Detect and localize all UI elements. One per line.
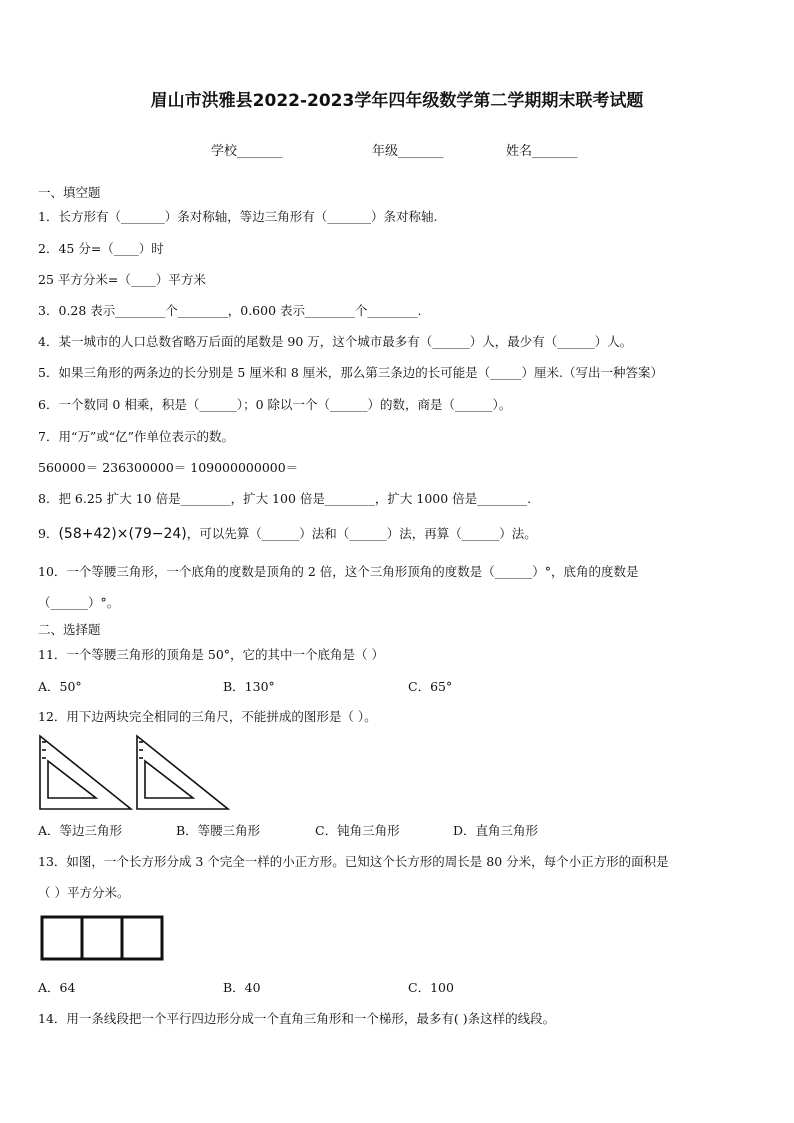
- question-6: 6．一个数同 0 相乘，积是（______）；0 除以一个（______）的数，商是（______）。: [38, 397, 512, 412]
- set-square-left: [40, 736, 131, 809]
- question-9-expression: (58+42)×(79−24): [58, 526, 187, 542]
- question-13b: （ ）平方分米。: [38, 885, 130, 900]
- school-field: 学校_______: [211, 144, 283, 159]
- question-4: 4．某一城市的人口总数省略万后面的尾数是 90 万，这个城市最多有（______）人，最少有（______）人。: [38, 334, 633, 349]
- q12-option-a: A．等边三角形: [38, 823, 123, 838]
- question-7: 7．用“万”或“亿”作单位表示的数。: [38, 429, 235, 444]
- name-field: 姓名_______: [506, 144, 578, 159]
- q13-option-c: C．100: [408, 980, 454, 995]
- section-fill-blank: 一、填空题: [38, 185, 101, 200]
- question-5: 5．如果三角形的两条边的长分别是 5 厘米和 8 厘米，那么第三条边的长可能是（_____）厘米.（写出一种答案）: [38, 365, 663, 380]
- question-2a: 2．45 分=（____）时: [38, 241, 164, 256]
- page-title: 眉山市洪雅县2022-2023学年四年级数学第二学期期末联考试题: [150, 91, 644, 111]
- set-square-right: [137, 736, 228, 809]
- question-9-number: 9．: [38, 526, 59, 541]
- q11-option-b: B．130°: [223, 679, 275, 694]
- q12-option-c: C．钝角三角形: [315, 823, 400, 838]
- question-3: 3．0.28 表示________个________，0.600 表示________个________.: [38, 303, 422, 318]
- question-1: 1．长方形有（_______）条对称轴，等边三角形有（_______）条对称轴.: [38, 209, 438, 224]
- q13-option-b: B．40: [223, 980, 261, 995]
- set-square-figure: [38, 734, 238, 812]
- question-10a: 10．一个等腰三角形，一个底角的度数是顶角的 2 倍，这个三角形顶角的度数是（______）°，底角的度数是: [38, 564, 639, 579]
- question-12: 12．用下边两块完全相同的三角尺，不能拼成的图形是（ ）。: [38, 709, 377, 724]
- grade-field: 年级_______: [372, 144, 444, 159]
- question-2b: 25 平方分米=（____）平方米: [38, 272, 206, 287]
- three-squares-figure: [40, 915, 164, 961]
- question-11: 11．一个等腰三角形的顶角是 50°，它的其中一个底角是（ ）: [38, 647, 385, 662]
- q12-option-b: B．等腰三角形: [176, 823, 261, 838]
- question-10b: （______）°。: [38, 595, 120, 610]
- question-9-text: ，可以先算（______）法和（______）法，再算（______）法。: [186, 526, 537, 541]
- section-choice: 二、选择题: [38, 622, 101, 637]
- question-8: 8．把 6.25 扩大 10 倍是________，扩大 100 倍是________，扩大 1000 倍是________.: [38, 491, 532, 506]
- question-13a: 13．如图，一个长方形分成 3 个完全一样的小正方形。已知这个长方形的周长是 80 分米，每个小正方形的面积是: [38, 854, 669, 869]
- q12-option-d: D．直角三角形: [453, 823, 539, 838]
- question-9: [38, 524, 537, 542]
- question-14: 14．用一条线段把一个平行四边形分成一个直角三角形和一个梯形，最多有( )条这样的线段。: [38, 1011, 556, 1026]
- q11-option-c: C．65°: [408, 679, 453, 694]
- question-7-items: 560000＝ 236300000＝ 109000000000＝: [38, 460, 299, 475]
- q13-option-a: A．64: [38, 980, 76, 995]
- q11-option-a: A．50°: [38, 679, 82, 694]
